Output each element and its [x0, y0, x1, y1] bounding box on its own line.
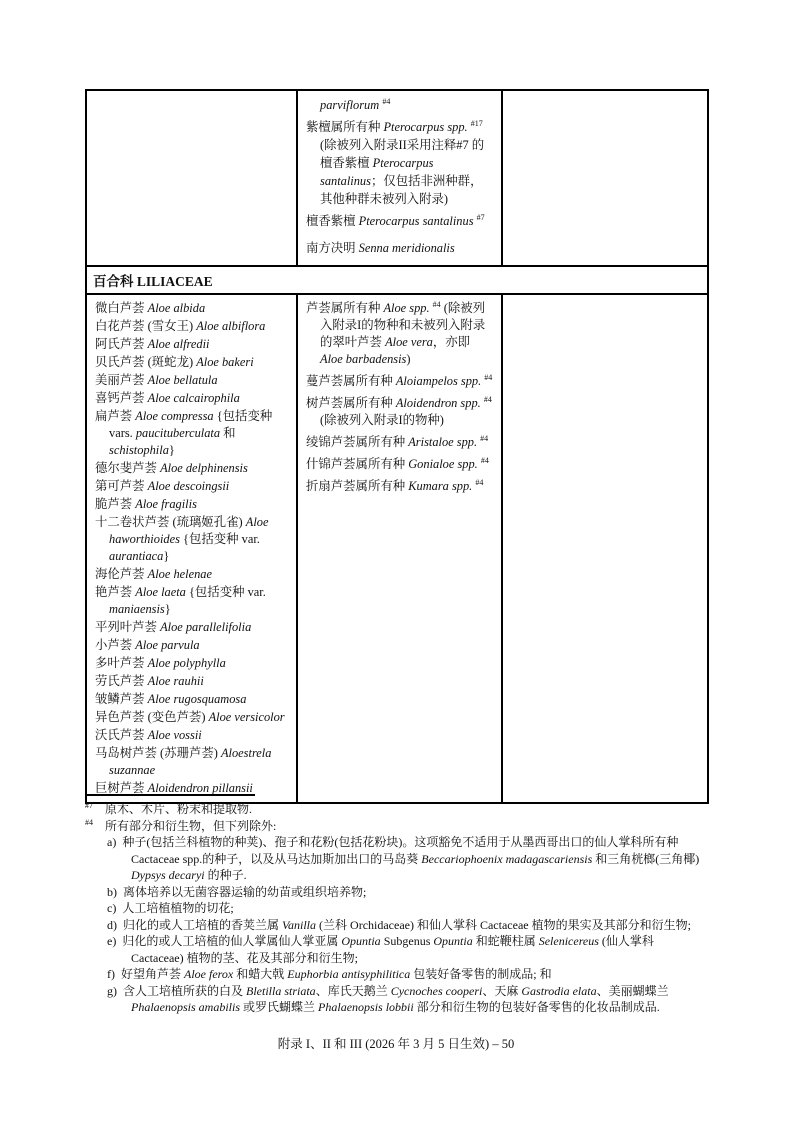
text-run: 、天麻: [482, 983, 522, 998]
scientific-name: Aloe vossii: [147, 728, 202, 742]
footnote-7-text: 原木、木片、粉末和提取物.: [105, 802, 253, 816]
footnote-4-text: 所有部分和衍生物，但下列除外:: [105, 818, 277, 833]
species-entry: [95, 460, 288, 477]
species-entry: [306, 118, 493, 208]
scientific-name: Selenicereus: [538, 934, 599, 948]
cites-appendix-table: [85, 89, 709, 804]
scientific-name: Pterocarpus spp.: [383, 120, 471, 134]
scientific-name: Aloe delphinensis: [160, 461, 248, 475]
scientific-name: schistophila: [109, 443, 169, 457]
scientific-name: parviflorum: [320, 98, 383, 112]
species-entry: [95, 637, 288, 654]
text-run: 多叶芦荟: [95, 656, 148, 670]
scientific-name: Gonialoe spp.: [408, 457, 481, 471]
scientific-name: Aloe bakeri: [196, 355, 254, 369]
text-run: {包括变种 var.: [185, 585, 266, 599]
scientific-name: Kumara spp.: [408, 479, 476, 493]
annotation-superscript: #4: [432, 299, 441, 309]
text-run: 美丽芦荟: [95, 373, 148, 387]
footnote-4-marker: #4: [85, 817, 93, 827]
scientific-name: Vanilla: [282, 917, 317, 932]
text-run: 艳芦荟: [95, 585, 136, 599]
scientific-name: Pterocarpus santalinus: [358, 214, 474, 228]
text-run: (兰科 Orchidaceae) 和仙人掌科 Cactaceae 植物的果实及其部分和衍生物;: [316, 917, 691, 932]
text-run: 绫锦芦荟属所有种: [306, 435, 409, 449]
scientific-name: Aloestrela suzannae: [109, 746, 272, 777]
text-run: 和: [220, 426, 236, 440]
text-run: 阿氏芦荟: [95, 337, 148, 351]
appendix3-cell-empty: [502, 90, 708, 266]
appendix1-species-cell: [86, 294, 297, 803]
species-entry: [95, 691, 288, 708]
text-run: Subgenus: [380, 934, 434, 948]
species-entry: [95, 709, 288, 726]
footnote-item: [85, 834, 709, 884]
footnote-item: [85, 933, 709, 966]
footnote-item-label: c): [107, 901, 117, 915]
footnote-item: [85, 966, 709, 983]
text-run: 沃氏芦荟: [95, 728, 148, 742]
species-entry: [95, 478, 288, 495]
scientific-name: Aloe parallelifolia: [160, 620, 252, 634]
scientific-name: Phalaenopsis amabilis: [131, 1000, 241, 1014]
text-run: ；仅包括非洲种群，其他种群未被列入附录): [320, 174, 483, 206]
scientific-name: Euphorbia antisyphilitica: [287, 967, 411, 981]
text-run: 和蜡大戟: [233, 967, 288, 981]
text-run: ，亦即: [432, 335, 471, 349]
species-entry: [306, 300, 493, 368]
text-run: 扁芦荟: [95, 409, 136, 423]
scientific-name: maniaensis: [109, 602, 165, 616]
text-run: 归化的或人工培植的香荚兰属: [123, 917, 283, 932]
text-run: 、美丽蝴蝶兰: [596, 983, 669, 998]
footnote-7: [85, 801, 709, 818]
scientific-name: Aloe laeta: [135, 585, 186, 599]
scientific-name: Aloe albiflora: [196, 319, 266, 333]
scientific-name: Aloe parvula: [135, 638, 200, 652]
annotation-superscript: #4: [480, 433, 489, 443]
species-entry: [95, 727, 288, 744]
appendix1-cell-empty: [86, 90, 297, 266]
species-entry: [95, 619, 288, 636]
footnote-item-label: d): [107, 917, 117, 932]
scientific-name: Aloe descoingsii: [147, 479, 230, 493]
footnote-7-marker: #7: [85, 801, 93, 810]
annotation-superscript: #7: [476, 212, 485, 222]
species-entry: [95, 514, 288, 565]
text-run: 包装好备零售的制成品; 和: [410, 967, 552, 981]
text-run: 什锦芦荟属所有种: [306, 457, 409, 471]
text-run: 劳氏芦荟: [95, 674, 148, 688]
scientific-name: Aloe albida: [147, 301, 206, 315]
scientific-name: Senna meridionalis: [358, 241, 455, 255]
species-entry: [95, 496, 288, 513]
scientific-name: Aloe bellatula: [147, 373, 218, 387]
annotation-superscript: #17: [470, 118, 483, 128]
footnote-item: [85, 983, 709, 1016]
text-run: }: [164, 602, 171, 616]
footnote-4-items: [85, 834, 709, 1016]
text-run: 树芦荟属所有种: [306, 396, 396, 410]
scientific-name: aurantiaca: [109, 549, 164, 563]
footnote-item-label: g): [107, 983, 117, 998]
text-run: 微白芦荟: [95, 301, 148, 315]
text-run: 小芦荟: [95, 638, 136, 652]
footnote-item: [85, 884, 709, 901]
text-run: 含人工培植所获的白及: [123, 983, 247, 998]
scientific-name: Opuntia: [433, 934, 473, 948]
species-entry: [95, 318, 288, 335]
scientific-name: Aloe haworthioides: [109, 515, 269, 546]
footnote-item: [85, 917, 709, 934]
text-run: (仙人掌科 Cactaceae) 植物的茎、花及其部分和衍生物;: [131, 934, 654, 965]
family-header: 百合科 LILIACEAE: [86, 266, 708, 294]
text-run: 人工培植植物的切花;: [122, 901, 234, 915]
species-entry: [306, 96, 493, 114]
text-run: 德尔斐芦荟: [95, 461, 161, 475]
species-entry: [306, 478, 493, 495]
text-run: 归化的或人工培植的仙人掌属仙人掌亚属: [122, 934, 342, 948]
scientific-name: Aristaloe spp.: [408, 435, 481, 449]
text-run: 十二卷状芦荟 (琉璃姬孔雀): [95, 515, 246, 529]
text-run: 巨树芦荟: [95, 781, 148, 795]
text-run: (除被列入附录I的物种和未被列入附录的翠叶芦荟: [320, 301, 486, 349]
annotation-superscript: #4: [484, 372, 493, 382]
scientific-name: Aloe rugosquamosa: [147, 692, 247, 706]
species-entry: [95, 336, 288, 353]
text-run: 海伦芦荟: [95, 567, 148, 581]
page-footer: 附录 I、II 和 III (2026 年 3 月 5 日生效) – 50: [277, 1037, 515, 1051]
footnote-item-label: f): [107, 967, 115, 981]
annotation-superscript: #4: [475, 477, 484, 487]
text-run: (除被列入附录II采用注释#7 的檀香紫檀: [320, 138, 485, 170]
scientific-name: Aloiampelos spp.: [395, 374, 485, 388]
appendix3-cell-empty: [502, 294, 708, 803]
species-entry: [95, 745, 288, 779]
text-run: {包括变种 vars.: [109, 409, 273, 440]
text-run: 紫檀属所有种: [306, 120, 384, 134]
species-entry: [95, 390, 288, 407]
scientific-name: Phalaenopsis lobbii: [318, 1000, 414, 1014]
species-entry: [306, 395, 493, 429]
text-run: 和蛇鞭柱属: [472, 934, 539, 948]
text-run: 折扇芦荟属所有种: [306, 479, 409, 493]
text-run: }: [163, 549, 170, 563]
text-run: 南方决明: [306, 241, 359, 255]
scientific-name: Opuntia: [341, 934, 381, 948]
text-run: 平列叶芦荟: [95, 620, 161, 634]
footnote-item-label: b): [107, 884, 117, 899]
text-run: 异色芦荟 (变色芦荟): [95, 710, 209, 724]
text-run: {包括变种 var.: [179, 532, 260, 546]
appendix2-species-cell: [297, 294, 502, 803]
text-run: (除被列入附录I的物种): [320, 413, 444, 427]
species-entry: [306, 373, 493, 390]
scientific-name: Aloe compressa: [135, 409, 214, 423]
species-entry: [95, 655, 288, 672]
species-entry: [95, 673, 288, 690]
annotation-superscript: #4: [382, 96, 391, 106]
footnote-4: [85, 818, 709, 835]
footnote-item-label: a): [107, 835, 117, 849]
scientific-name: Gastrodia elata: [521, 983, 597, 998]
footnote-item-label: e): [107, 934, 117, 948]
table-row-species: [86, 294, 708, 803]
scientific-name: Aloe versicolor: [208, 710, 285, 724]
species-entry: [95, 372, 288, 389]
scientific-name: Aloidendron spp.: [395, 396, 484, 410]
annotation-superscript: #4: [480, 455, 489, 465]
text-run: 的种子.: [204, 868, 247, 882]
text-run: 喜钙芦荟: [95, 391, 148, 405]
footnote-item: [85, 900, 709, 917]
scientific-name: paucituberculata: [135, 426, 221, 440]
scientific-name: Beccariophoenix madagascariensis: [421, 851, 593, 866]
text-run: 马岛树芦荟 (苏珊芦荟): [95, 746, 221, 760]
species-entry: [95, 566, 288, 583]
scientific-name: Aloe spp.: [383, 301, 433, 315]
text-run: 白花芦荟 (雪女王): [95, 319, 197, 333]
species-entry: [306, 456, 493, 473]
footnotes-section: [85, 801, 709, 1016]
text-run: 皱鳞芦荟: [95, 692, 148, 706]
scientific-name: Aloe ferox: [184, 967, 234, 981]
scientific-name: Aloe vera: [385, 335, 433, 349]
text-run: 脆芦荟: [95, 497, 136, 511]
text-run: 贝氏芦荟 (斑蛇龙): [95, 355, 197, 369]
text-run: }: [168, 443, 175, 457]
text-run: 离体培养以无菌容器运输的幼苗或组织培养物;: [123, 884, 367, 899]
species-entry: [306, 434, 493, 451]
text-run: 或罗氏蝴蝶兰: [240, 1000, 319, 1014]
scientific-name: Aloe alfredii: [147, 337, 210, 351]
scientific-name: Aloidendron pillansii: [147, 781, 253, 795]
text-run: 、库氏天鹅兰: [315, 983, 391, 998]
scientific-name: Aloe calcairophila: [147, 391, 240, 405]
species-entry: [95, 300, 288, 317]
scientific-name: Bletilla striata: [246, 983, 316, 998]
scientific-name: Aloe fragilis: [135, 497, 197, 511]
scientific-name: Aloe rauhii: [147, 674, 204, 688]
species-entry: [306, 239, 493, 257]
text-run: 部分和衍生物的包装好备零售的化妆品制成品.: [413, 1000, 660, 1014]
scientific-name: Aloe polyphylla: [147, 656, 226, 670]
annotation-superscript: #4: [483, 394, 492, 404]
footnote-separator: [85, 794, 255, 796]
scientific-name: Pterocarpus santalinus: [320, 156, 434, 188]
scientific-name: Dypsys decaryi: [131, 868, 205, 882]
scientific-name: Cycnoches cooperi: [390, 983, 483, 998]
text-run: ): [406, 352, 411, 366]
table-row-family-header: [86, 266, 708, 294]
text-run: 檀香紫檀: [306, 214, 359, 228]
text-run: 和三角桄榔(三角椰): [592, 851, 700, 866]
text-run: 蔓芦荟属所有种: [306, 374, 396, 388]
scientific-name: Aloe barbadensis: [320, 352, 407, 366]
species-entry: [306, 212, 493, 230]
text-run: 好望角芦荟: [121, 967, 185, 981]
species-entry: [95, 584, 288, 618]
appendix2-cell-continuation: [297, 90, 502, 266]
text-run: 种子(包括兰科植物的种荚)、孢子和花粉(包括花粉块)。这项豁免不适用于从墨西哥出口的仙人掌科所有种 Cactaceae spp.的种子，以及从马达加斯加出口的马岛葵: [122, 835, 679, 866]
table-row-continuation: [86, 90, 708, 266]
scientific-name: Aloe helenae: [147, 567, 213, 581]
text-run: 芦荟属所有种: [306, 301, 384, 315]
text-run: 第可芦荟: [95, 479, 148, 493]
species-entry: [95, 354, 288, 371]
species-entry: [95, 408, 288, 459]
